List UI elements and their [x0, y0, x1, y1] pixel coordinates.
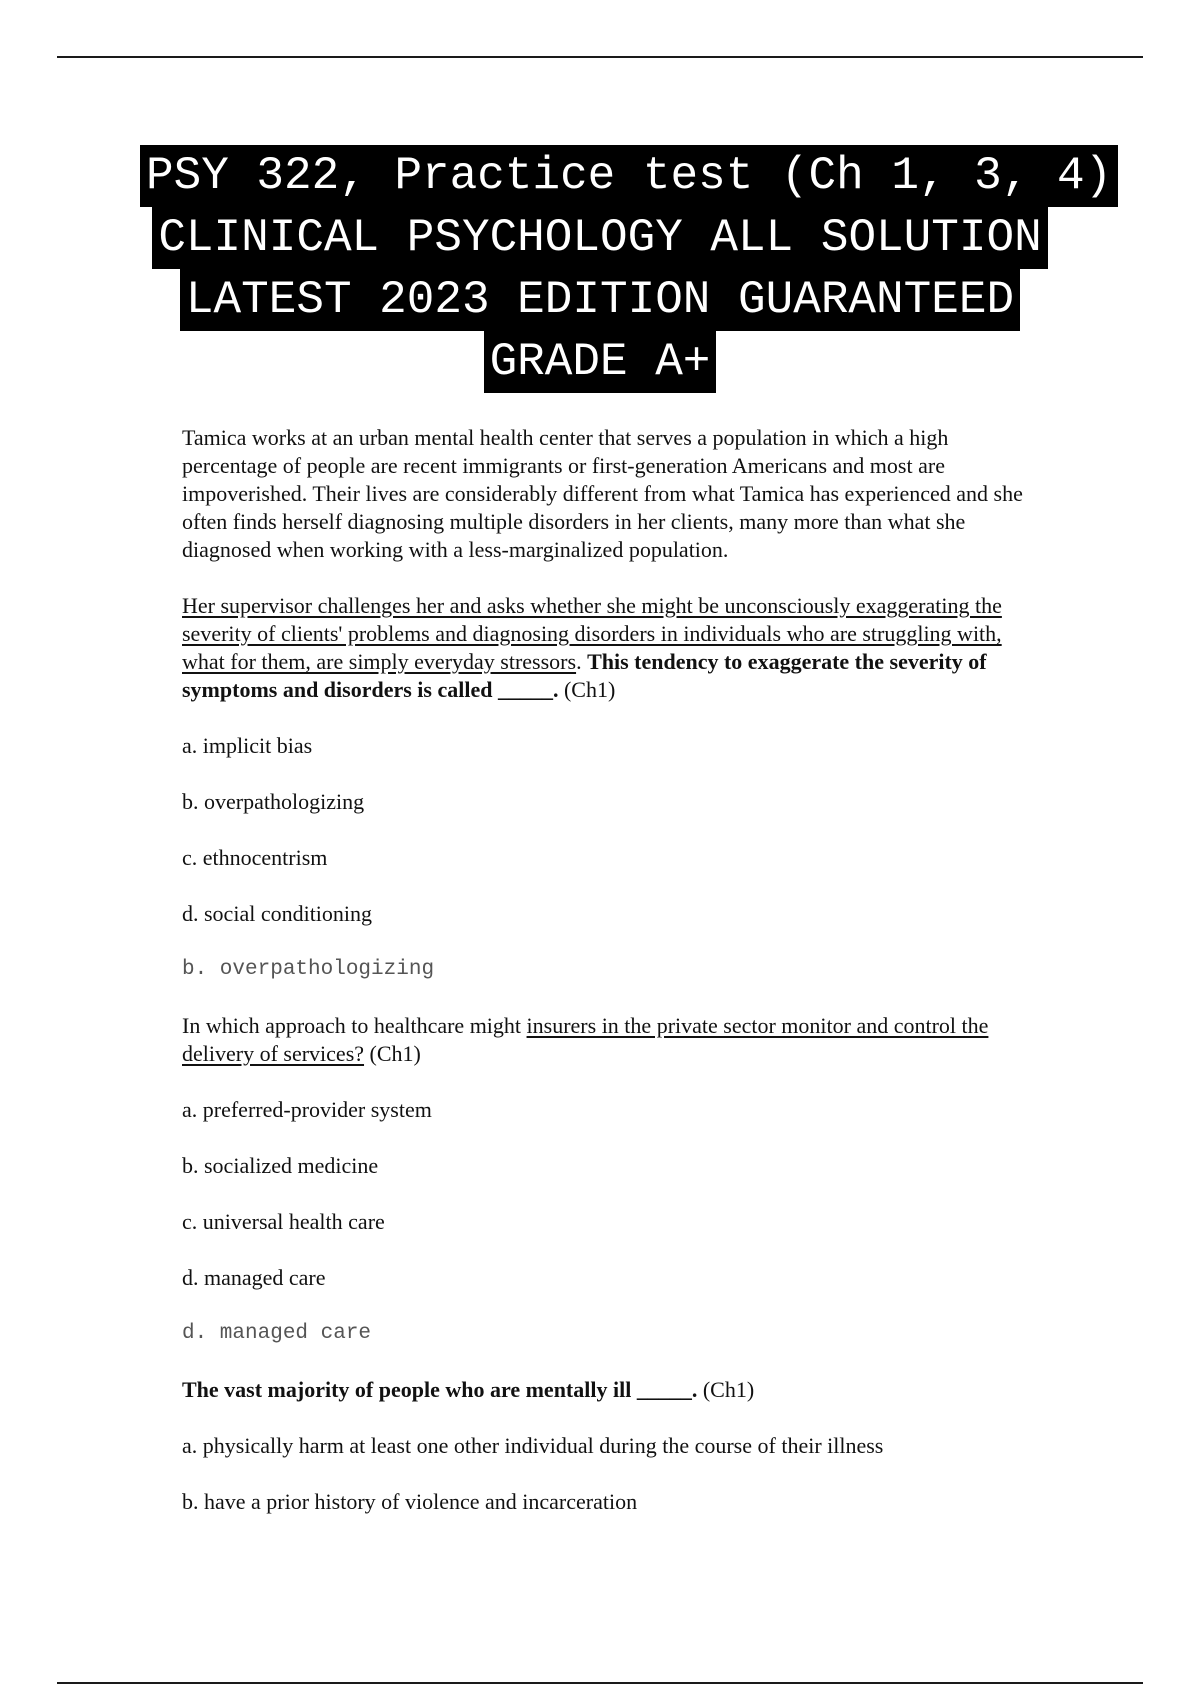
question-3-bold: The vast majority of people who are mentally ill _____. — [182, 1377, 698, 1402]
question-1-bold: This tendency to exaggerate the severity of symptoms and disorders is called _____. — [182, 649, 987, 702]
question-1-option-c: c. ethnocentrism — [182, 845, 328, 870]
question-3-option-a: a. physically harm at least one other individual during the course of their illness — [182, 1433, 884, 1458]
question-2-prefix: In which approach to healthcare might — [182, 1013, 527, 1038]
bottom-rule — [57, 1682, 1143, 1684]
question-3 — [182, 1376, 1042, 1404]
question-1-option-a: a. implicit bias — [182, 733, 313, 758]
question-1-underlined: Her supervisor challenges her and asks whether she might be unconsciously exaggerating the severity of clients' problems and diagnosing disorders in individuals who are struggling with, what for them, are simply everyday stressors — [182, 593, 1002, 674]
question-1-chapter: (Ch1) — [558, 677, 616, 702]
question-3-option-b: b. have a prior history of violence and incarceration — [182, 1489, 638, 1514]
question-2-chapter: (Ch1) — [364, 1041, 421, 1066]
question-1-period: . — [576, 649, 588, 674]
question-2-option-c: c. universal health care — [182, 1209, 385, 1234]
question-2-underlined: insurers in the private sector monitor and control the delivery of services? — [182, 1013, 989, 1066]
intro-paragraph: Tamica works at an urban mental health center that serves a population in which a high percentage of people are recent immigrants or first-generation Americans and most are impoverished. Their lives are considerably different from what Tamica has experienced and she often finds herself diagnosing multiple disorders in her clients, many more than what she diagnosed when working with a less-marginalized population. — [182, 425, 1023, 562]
title-line-4: GRADE A+ — [484, 331, 717, 393]
title-line-2: CLINICAL PSYCHOLOGY ALL SOLUTION — [152, 207, 1047, 269]
title-line-3: LATEST 2023 EDITION GUARANTEED — [180, 269, 1020, 331]
question-2-option-a: a. preferred-provider system — [182, 1097, 432, 1122]
question-1-option-d: d. social conditioning — [182, 901, 373, 926]
question-2-option-d: d. managed care — [182, 1265, 326, 1290]
top-rule — [57, 56, 1143, 58]
question-1-option-b: b. overpathologizing — [182, 789, 365, 814]
document-body — [182, 424, 1042, 1516]
question-2-option-b: b. socialized medicine — [182, 1153, 379, 1178]
question-2-answer: d. managed care — [182, 1322, 372, 1345]
document-title — [140, 145, 1113, 393]
question-1-answer: b. overpathologizing — [182, 958, 435, 981]
question-2 — [182, 1012, 1042, 1068]
title-line-1: PSY 322, Practice test (Ch 1, 3, 4) — [140, 145, 1118, 207]
question-1 — [182, 592, 1042, 704]
question-3-chapter: (Ch1) — [697, 1377, 755, 1402]
